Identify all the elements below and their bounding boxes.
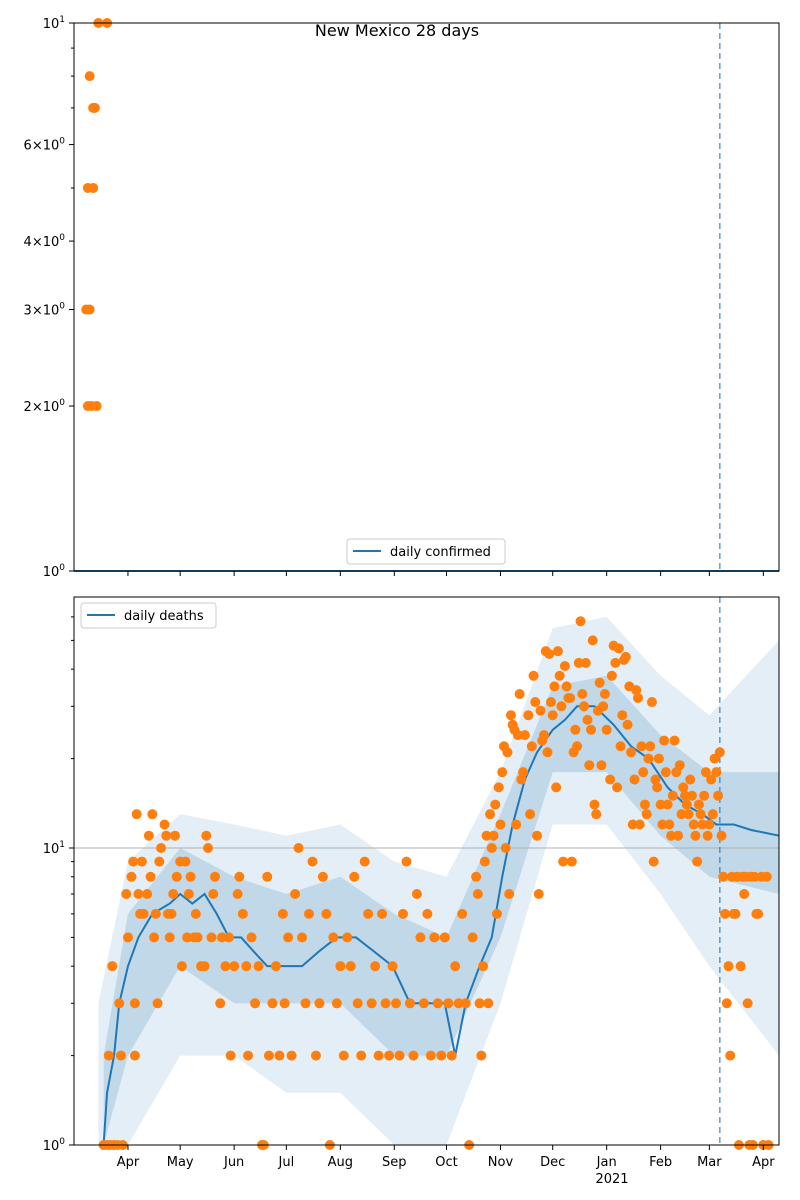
deaths-point: [433, 998, 443, 1008]
deaths-point: [567, 857, 577, 867]
year-label: 2021: [595, 1172, 629, 1187]
deaths-point: [687, 791, 697, 801]
deaths-point: [149, 932, 159, 942]
deaths-point: [690, 831, 700, 841]
deaths-point: [121, 889, 131, 899]
deaths-point: [278, 909, 288, 919]
deaths-point: [643, 754, 653, 764]
deaths-point: [388, 961, 398, 971]
deaths-point: [447, 1051, 457, 1061]
confirmed-point: [88, 183, 98, 193]
deaths-point: [353, 998, 363, 1008]
deaths-point: [440, 932, 450, 942]
deaths-point: [584, 760, 594, 770]
deaths-point: [436, 1051, 446, 1061]
deaths-point: [408, 1051, 418, 1061]
deaths-point: [215, 998, 225, 1008]
deaths-point: [497, 767, 507, 777]
deaths-point: [395, 1051, 405, 1061]
deaths-point: [128, 857, 138, 867]
deaths-point: [717, 831, 727, 841]
deaths-point: [346, 961, 356, 971]
deaths-point: [381, 998, 391, 1008]
deaths-point: [523, 710, 533, 720]
deaths-point: [570, 725, 580, 735]
deaths-point: [349, 872, 359, 882]
deaths-point: [363, 909, 373, 919]
deaths-point: [633, 693, 643, 703]
deaths-point: [139, 909, 149, 919]
bottom-y-tick-label: $10^1$: [42, 839, 65, 857]
deaths-point: [166, 909, 176, 919]
deaths-point: [652, 782, 662, 792]
deaths-point: [384, 1051, 394, 1061]
deaths-point: [762, 872, 772, 882]
deaths-point: [736, 961, 746, 971]
deaths-point: [485, 809, 495, 819]
deaths-point: [241, 961, 251, 971]
deaths-point: [367, 998, 377, 1008]
bottom-legend: [81, 603, 216, 628]
deaths-point: [694, 800, 704, 810]
deaths-point: [243, 1051, 253, 1061]
deaths-point: [596, 760, 606, 770]
deaths-point: [661, 767, 671, 777]
deaths-point: [713, 791, 723, 801]
bottom-x-tick-label: Feb: [649, 1155, 673, 1170]
deaths-point: [208, 889, 218, 899]
deaths-point: [415, 932, 425, 942]
deaths-point: [339, 1051, 349, 1061]
deaths-point: [659, 736, 669, 746]
deaths-point: [612, 782, 622, 792]
deaths-point: [595, 678, 605, 688]
bottom-y-axis: [43, 617, 74, 1154]
deaths-point: [280, 998, 290, 1008]
deaths-point: [161, 831, 171, 841]
deaths-point: [527, 741, 537, 751]
deaths-point: [130, 1051, 140, 1061]
deaths-point: [391, 998, 401, 1008]
deaths-point: [635, 819, 645, 829]
deaths-point: [730, 909, 740, 919]
deaths-point: [530, 697, 540, 707]
deaths-point: [572, 741, 582, 751]
deaths-point: [473, 889, 483, 899]
deaths-point: [475, 998, 485, 1008]
deaths-point: [332, 998, 342, 1008]
deaths-point: [605, 775, 615, 785]
deaths-point: [502, 747, 512, 757]
deaths-point: [536, 706, 546, 716]
bottom-x-tick-label: Nov: [487, 1155, 514, 1170]
deaths-point: [377, 909, 387, 919]
bottom-x-tick-label: Oct: [435, 1155, 458, 1170]
deaths-point: [165, 932, 175, 942]
deaths-point: [562, 681, 572, 691]
deaths-point: [614, 643, 624, 653]
deaths-point: [151, 909, 161, 919]
deaths-point: [405, 998, 415, 1008]
deaths-point: [422, 909, 432, 919]
deaths-point: [529, 671, 539, 681]
bottom-x-tick-label: Dec: [540, 1155, 566, 1170]
deaths-point: [457, 909, 467, 919]
deaths-point: [506, 710, 516, 720]
deaths-point: [233, 889, 243, 899]
deaths-point: [207, 932, 217, 942]
deaths-point: [558, 857, 568, 867]
deaths-point: [753, 909, 763, 919]
top-y-tick-label: $4\times 10^0$: [23, 233, 65, 251]
legend-label-daily-deaths: daily deaths: [124, 609, 204, 624]
deaths-point: [542, 747, 552, 757]
deaths-point: [130, 998, 140, 1008]
deaths-point: [471, 872, 481, 882]
deaths-point: [301, 998, 311, 1008]
deaths-point: [443, 998, 453, 1008]
deaths-point: [401, 857, 411, 867]
deaths-point: [678, 782, 688, 792]
deaths-point: [168, 889, 178, 899]
deaths-point: [621, 652, 631, 662]
deaths-point: [699, 791, 709, 801]
top-plot-area: [74, 18, 779, 571]
deaths-point: [683, 809, 693, 819]
deaths-point: [511, 819, 521, 829]
deaths-point: [722, 998, 732, 1008]
deaths-point: [137, 857, 147, 867]
deaths-point: [203, 843, 213, 853]
deaths-point: [739, 889, 749, 899]
deaths-point: [549, 681, 559, 691]
deaths-point: [283, 932, 293, 942]
deaths-point: [654, 754, 664, 764]
deaths-point: [724, 961, 734, 971]
deaths-point: [649, 857, 659, 867]
bottom-x-tick-label: Aug: [327, 1155, 354, 1170]
deaths-point: [144, 831, 154, 841]
deaths-point: [304, 909, 314, 919]
deaths-point: [398, 909, 408, 919]
deaths-point: [489, 831, 499, 841]
deaths-point: [602, 725, 612, 735]
deaths-point: [193, 932, 203, 942]
deaths-point: [708, 809, 718, 819]
deaths-point: [663, 800, 673, 810]
deaths-point: [318, 872, 328, 882]
top-y-tick-label: $6\times 10^0$: [23, 136, 65, 154]
deaths-point: [476, 1051, 486, 1061]
deaths-point: [638, 767, 648, 777]
deaths-point: [623, 720, 633, 730]
deaths-point: [556, 701, 566, 711]
deaths-point: [704, 819, 714, 829]
deaths-point: [220, 961, 230, 971]
deaths-point: [495, 819, 505, 829]
confirmed-point: [90, 103, 100, 113]
deaths-point: [534, 889, 544, 899]
deaths-point: [583, 715, 593, 725]
deaths-point: [314, 998, 324, 1008]
confirmed-point: [85, 305, 95, 315]
deaths-point: [492, 909, 502, 919]
deaths-point: [518, 767, 528, 777]
deaths-point: [548, 710, 558, 720]
top-y-tick-label: $2\times 10^0$: [23, 398, 65, 416]
deaths-point: [711, 767, 721, 777]
deaths-point: [560, 661, 570, 671]
deaths-point: [147, 809, 157, 819]
deaths-point: [419, 998, 429, 1008]
deaths-point: [356, 1051, 366, 1061]
deaths-point: [172, 872, 182, 882]
deaths-point: [250, 998, 260, 1008]
deaths-point: [271, 961, 281, 971]
deaths-point: [504, 889, 514, 899]
deaths-point: [201, 831, 211, 841]
deaths-point: [607, 671, 617, 681]
deaths-point: [718, 872, 728, 882]
deaths-point: [247, 932, 257, 942]
deaths-point: [715, 747, 725, 757]
deaths-point: [177, 961, 187, 971]
deaths-point: [321, 909, 331, 919]
top-legend: [347, 539, 505, 564]
deaths-point: [598, 701, 608, 711]
deaths-point: [370, 961, 380, 971]
deaths-point: [692, 857, 702, 867]
deaths-point: [226, 1051, 236, 1061]
deaths-point: [267, 998, 277, 1008]
deaths-point: [104, 1051, 114, 1061]
deaths-point: [589, 800, 599, 810]
deaths-point: [586, 725, 596, 735]
top-plot-frame: [74, 23, 779, 571]
deaths-point: [160, 819, 170, 829]
deaths-point: [576, 616, 586, 626]
deaths-point: [689, 819, 699, 829]
deaths-point: [156, 843, 166, 853]
deaths-point: [670, 736, 680, 746]
top-y-tick-label: $10^0$: [42, 563, 65, 580]
deaths-point: [490, 800, 500, 810]
bottom-x-axis: [117, 1145, 776, 1170]
deaths-point: [210, 872, 220, 882]
deaths-point: [126, 872, 136, 882]
deaths-point: [294, 843, 304, 853]
deaths-point: [617, 710, 627, 720]
deaths-point: [154, 857, 164, 867]
deaths-point: [685, 775, 695, 785]
deaths-point: [307, 857, 317, 867]
deaths-point: [647, 697, 657, 707]
bottom-x-tick-label: May: [166, 1155, 194, 1170]
deaths-point: [546, 697, 556, 707]
deaths-point: [360, 857, 370, 867]
deaths-point: [262, 872, 272, 882]
deaths-point: [642, 809, 652, 819]
deaths-point: [636, 741, 646, 751]
deaths-point: [551, 782, 561, 792]
bottom-plot-area: [74, 597, 779, 1150]
top-y-tick-label: $3\times 10^0$: [23, 301, 65, 319]
deaths-point: [468, 932, 478, 942]
confirmed-point: [85, 71, 95, 81]
deaths-point: [565, 693, 575, 703]
deaths-point: [591, 809, 601, 819]
deaths-point: [515, 689, 525, 699]
deaths-point: [335, 961, 345, 971]
deaths-point: [478, 961, 488, 971]
deaths-point: [132, 809, 142, 819]
deaths-point: [720, 909, 730, 919]
deaths-point: [501, 843, 511, 853]
deaths-point: [311, 1051, 321, 1061]
deaths-point: [153, 998, 163, 1008]
deaths-point: [450, 961, 460, 971]
deaths-point: [374, 1051, 384, 1061]
confirmed-point: [92, 401, 102, 411]
deaths-point: [254, 961, 264, 971]
deaths-point: [229, 961, 239, 971]
bottom-panel: [43, 597, 779, 1187]
deaths-point: [114, 998, 124, 1008]
deaths-point: [579, 701, 589, 711]
deaths-point: [532, 831, 542, 841]
deaths-point: [630, 775, 640, 785]
deaths-point: [290, 889, 300, 899]
top-y-tick-label: $10^1$: [42, 15, 65, 32]
top-panel: [24, 15, 779, 580]
deaths-point: [200, 961, 210, 971]
deaths-point: [107, 961, 117, 971]
deaths-point: [600, 689, 610, 699]
deaths-point: [525, 809, 535, 819]
legend-label-daily-confirmed: daily confirmed: [390, 545, 491, 560]
deaths-point: [520, 730, 530, 740]
deaths-point: [146, 872, 156, 882]
deaths-point: [703, 831, 713, 841]
deaths-point: [186, 872, 196, 882]
bottom-x-tick-label: Jul: [278, 1155, 295, 1170]
deaths-point: [539, 730, 549, 740]
deaths-point: [487, 843, 497, 853]
deaths-point: [234, 872, 244, 882]
bottom-y-tick-label: $10^0$: [42, 1137, 65, 1154]
deaths-point: [588, 635, 598, 645]
deaths-point: [264, 1051, 274, 1061]
deaths-point: [640, 800, 650, 810]
bottom-x-tick-label: Apr: [752, 1155, 775, 1170]
deaths-point: [616, 741, 626, 751]
deaths-point: [577, 689, 587, 699]
bottom-x-tick-label: Jun: [223, 1155, 245, 1170]
deaths-point: [682, 800, 692, 810]
bottom-x-tick-label: Apr: [116, 1155, 140, 1170]
deaths-point: [274, 1051, 284, 1061]
deaths-point: [328, 932, 338, 942]
deaths-point: [610, 658, 620, 668]
deaths-point: [180, 857, 190, 867]
deaths-point: [184, 889, 194, 899]
deaths-point: [553, 646, 563, 656]
deaths-point: [238, 909, 248, 919]
deaths-point: [743, 998, 753, 1008]
deaths-point: [483, 998, 493, 1008]
deaths-point: [287, 1051, 297, 1061]
deaths-point: [224, 932, 234, 942]
deaths-point: [544, 649, 554, 659]
deaths-point: [170, 831, 180, 841]
deaths-point: [426, 1051, 436, 1061]
deaths-point: [555, 671, 565, 681]
deaths-point: [673, 831, 683, 841]
bottom-x-tick-label: Sep: [382, 1155, 407, 1170]
deaths-point: [297, 932, 307, 942]
top-y-axis: [24, 15, 74, 580]
deaths-point: [494, 782, 504, 792]
deaths-point: [429, 932, 439, 942]
deaths-point: [342, 932, 352, 942]
deaths-point: [142, 889, 152, 899]
bottom-x-tick-label: Jan: [596, 1155, 617, 1170]
deaths-point: [480, 857, 490, 867]
deaths-point: [626, 747, 636, 757]
deaths-point: [668, 791, 678, 801]
deaths-point: [696, 809, 706, 819]
deaths-point: [133, 889, 143, 899]
deaths-point: [191, 909, 201, 919]
chart-title: New Mexico 28 days: [314, 21, 480, 40]
deaths-point: [116, 1051, 126, 1061]
deaths-point: [664, 819, 674, 829]
deaths-point: [675, 760, 685, 770]
deaths-point: [645, 741, 655, 751]
deaths-point: [412, 889, 422, 899]
deaths-point: [581, 658, 591, 668]
deaths-point: [461, 998, 471, 1008]
deaths-point: [123, 932, 133, 942]
bottom-x-tick-label: Mar: [697, 1155, 722, 1170]
deaths-point: [725, 1051, 735, 1061]
